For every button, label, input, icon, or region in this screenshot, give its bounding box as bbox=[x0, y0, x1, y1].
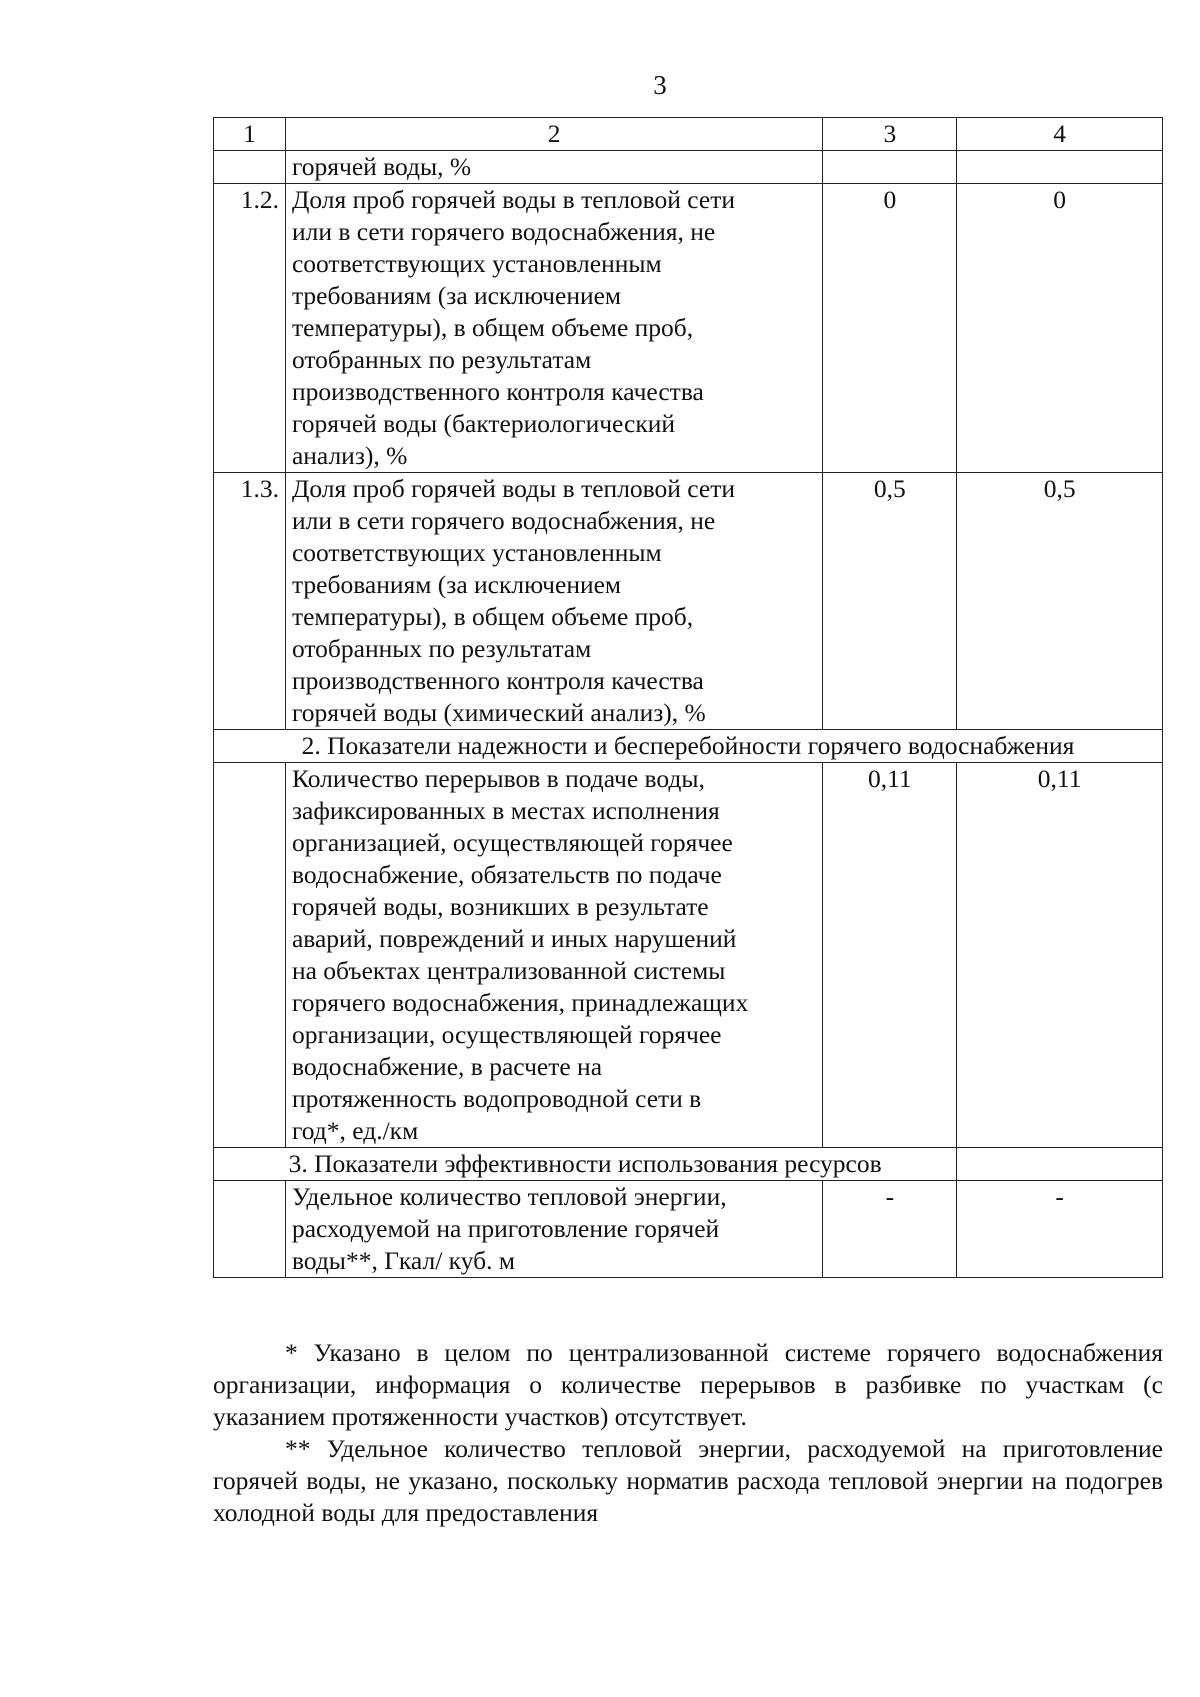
cell-num bbox=[214, 1181, 286, 1278]
cell-col3 bbox=[823, 151, 957, 184]
section-2-heading-row bbox=[214, 730, 1163, 763]
cell-col4: 0,5 bbox=[957, 473, 1163, 730]
cell-desc: Доля проб горячей воды в тепловой сети или в сети горячего водоснабжения, не соответствующих установленным требованиям (за исключением температуры), в общем объеме проб, отобранных по результатам производственного контроля качества горячей воды (химический анализ), % bbox=[285, 473, 822, 730]
footnotes bbox=[213, 1337, 1163, 1529]
cell-col4 bbox=[957, 1148, 1163, 1181]
table-row-1-2 bbox=[214, 184, 1163, 473]
cell-num: 1.3. bbox=[214, 473, 286, 730]
table-row-section-3 bbox=[214, 1181, 1163, 1278]
cell-num: 1.2. bbox=[214, 184, 286, 473]
cell-col3: 0 bbox=[823, 184, 957, 473]
footnote-1: * Указано в целом по централизованной системе горячего водоснабжения организации, информация о количестве перерывов в разбивке по участкам (с указанием протяженности участков) отсутствует. bbox=[213, 1338, 1163, 1431]
table-header-row bbox=[214, 118, 1163, 151]
cell-col4: - bbox=[957, 1181, 1163, 1278]
page-number: 3 bbox=[653, 70, 667, 100]
cell-desc: Доля проб горячей воды в тепловой сети или в сети горячего водоснабжения, не соответствующих установленным требованиям (за исключением температуры), в общем объеме проб, отобранных по результатам производственного контроля качества горячей воды (бактериологический анализ), % bbox=[285, 184, 822, 473]
cell-num bbox=[214, 151, 286, 184]
indicators-table bbox=[213, 117, 1163, 1278]
header-col-1: 1 bbox=[214, 118, 286, 151]
footnote-2: ** Удельное количество тепловой энергии, расходуемой на приготовление горячей воды, не указано, поскольку норматив расхода тепловой энергии на подогрев холодной воды для предоставления bbox=[213, 1434, 1163, 1527]
header-col-3: 3 bbox=[823, 118, 957, 151]
cell-col3: - bbox=[823, 1181, 957, 1278]
section-3-heading-row bbox=[214, 1148, 1163, 1181]
header-col-2: 2 bbox=[285, 118, 822, 151]
cell-col3: 0,11 bbox=[823, 763, 957, 1148]
cell-desc: Удельное количество тепловой энергии, расходуемой на приготовление горячей воды**, Гкал/ куб. м bbox=[285, 1181, 822, 1278]
section-2-title: 2. Показатели надежности и бесперебойности горячего водоснабжения bbox=[214, 730, 1163, 763]
cell-num bbox=[214, 763, 286, 1148]
table-row-continuation bbox=[214, 151, 1163, 184]
cell-col4: 0,11 bbox=[957, 763, 1163, 1148]
cell-desc: горячей воды, % bbox=[285, 151, 822, 184]
cell-col4 bbox=[957, 151, 1163, 184]
cell-desc: Количество перерывов в подаче воды, зафиксированных в местах исполнения организацией, осуществляющей горячее водоснабжение, обязательств по подаче горячей воды, возникших в результате аварий, повреждений и иных нарушений на объектах централизованной системы горячего водоснабжения, принадлежащих организации, осуществляющей горячее водоснабжение, в расчете на протяженность водопроводной сети в год*, ед./км bbox=[285, 763, 822, 1148]
table-row-1-3 bbox=[214, 473, 1163, 730]
cell-col3: 0,5 bbox=[823, 473, 957, 730]
header-col-4: 4 bbox=[957, 118, 1163, 151]
cell-col4: 0 bbox=[957, 184, 1163, 473]
section-3-title: 3. Показатели эффективности использования ресурсов bbox=[214, 1148, 957, 1181]
table-row-section-2 bbox=[214, 763, 1163, 1148]
